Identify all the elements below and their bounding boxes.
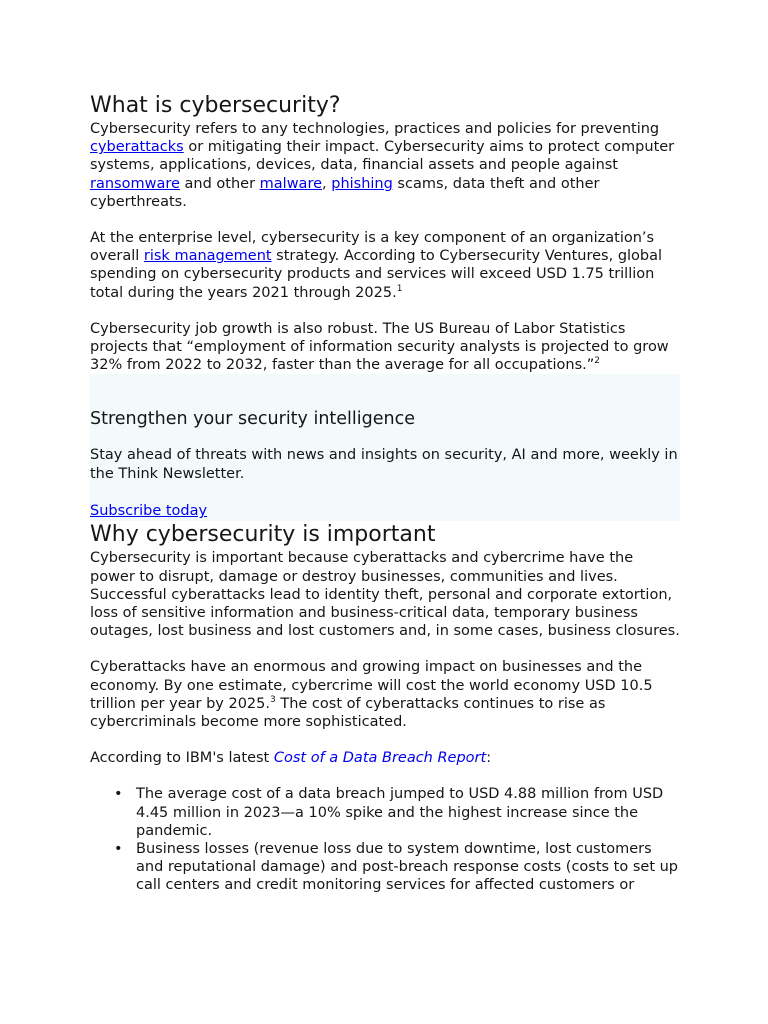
- text: and other: [179, 175, 260, 192]
- text: Cybersecurity job growth is also robust. The US Bureau of Labor Statistics projects that “employment of information security analysts is projected to grow 32% from 2022 to 2032, faster than the average for all occupations.”: [90, 320, 669, 374]
- newsletter-title: Strengthen your security intelligence: [90, 409, 415, 430]
- spacer: [90, 731, 680, 749]
- paragraph-ibm-report: [90, 749, 680, 767]
- paragraph-importance: Cybersecurity is important because cyberattacks and cybercrime have the power to disrupt, damage or destroy businesses, communities and lives. Successful cyberattacks lead to identity theft, personal and corporate extortion, loss of sensitive information and business-critical data, temporary business outages, lost business and lost customers and, in some cases, business closures.: [90, 550, 680, 640]
- heading-why-important: Why cybersecurity is important: [90, 522, 436, 548]
- text: According to IBM's latest: [90, 750, 274, 767]
- spacer: [90, 211, 680, 229]
- breach-stats-list: [90, 785, 680, 894]
- list-item: • The average cost of a data breach jumped to USD 4.88 million from USD 4.45 million in 2023—a 10% spike and the highest increase since the pandemic.: [136, 785, 680, 840]
- newsletter-promo: [90, 374, 680, 521]
- text: The cost of cyberattacks continues to rise as cybercriminals become more sophisticated.: [90, 695, 606, 731]
- spacer: [90, 640, 680, 658]
- list-item: • Business losses (revenue loss due to system downtime, lost customers and reputational damage) and post-breach response costs (costs to set up call centers and credit monitoring services for affected customers or: [136, 840, 680, 895]
- paragraph-definition: [90, 120, 680, 211]
- footnote-marker: 3: [270, 694, 276, 705]
- paragraph-economic-impact: [90, 658, 680, 731]
- text: scams, data theft and other cyberthreats.: [90, 175, 600, 210]
- link-ransomware[interactable]: ransomware: [90, 175, 180, 192]
- link-malware[interactable]: malware: [259, 175, 323, 192]
- footnote-marker: 2: [594, 356, 601, 367]
- paragraph-enterprise: [90, 229, 680, 302]
- text: Cyberattacks have an enormous and growing impact on businesses and the economy. By one estimate, cybercrime will cost the world economy USD 10.5 trillion per year by 2025.: [90, 659, 653, 712]
- text: ,: [322, 175, 332, 192]
- paragraph-job-growth: [90, 320, 680, 375]
- newsletter-body: Stay ahead of threats with news and insights on security, AI and more, weekly in the Think Newsletter.: [90, 447, 678, 482]
- subscribe-link[interactable]: Subscribe today: [90, 503, 208, 520]
- link-cyberattacks[interactable]: cyberattacks: [90, 139, 184, 156]
- link-risk-management[interactable]: risk management: [143, 248, 272, 265]
- link-phishing[interactable]: phishing: [331, 175, 393, 192]
- spacer: [90, 302, 680, 320]
- spacer: [90, 767, 680, 785]
- text: At the enterprise level, cybersecurity is a key component of an organization’s overall: [90, 230, 655, 265]
- text: strategy. According to Cybersecurity Ventures, global spending on cybersecurity products and services will exceed USD 1.75 trillion total during the years 2021 through 2025.: [90, 248, 663, 301]
- footnote-marker: 1: [396, 283, 403, 294]
- text: or mitigating their impact. Cybersecurity aims to protect computer systems, applications, devices, data, financial assets and people against: [90, 139, 675, 174]
- heading-what-is-cybersecurity: What is cybersecurity?: [90, 93, 341, 118]
- text: :: [486, 750, 492, 767]
- text: Cybersecurity refers to any technologies, practices and policies for preventing: [90, 121, 660, 137]
- link-cost-of-data-breach-report[interactable]: Cost of a Data Breach Report: [273, 750, 487, 767]
- article-content: [90, 92, 680, 895]
